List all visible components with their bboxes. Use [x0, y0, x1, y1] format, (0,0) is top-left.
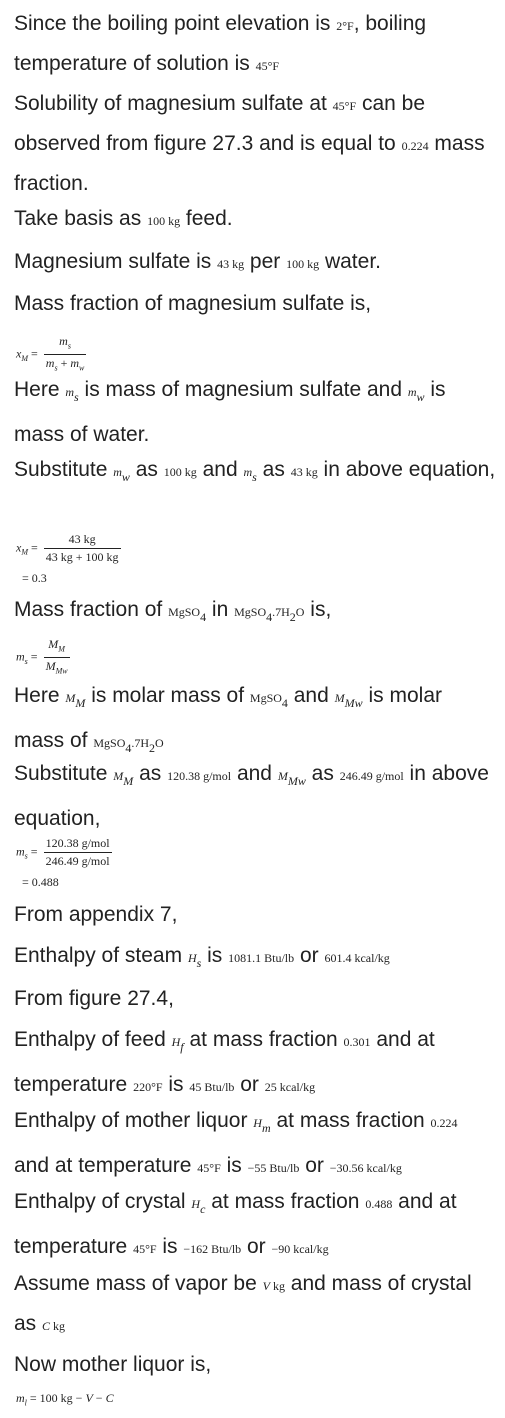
equation-mass-fraction-formula: $x_M$ = $\frac{m_s}{m_s + m_w}$	[16, 334, 86, 376]
math-value: 100 kg	[147, 214, 181, 228]
fraction: $\frac{M_M}{M_{Mw}}$	[45, 637, 68, 676]
math-value: 43 kg	[217, 257, 245, 271]
paragraph-assumption: Assume mass of vapor be V kg and mass of crystal as C kg	[14, 1272, 472, 1335]
equation-molar-mass-ratio: $m_s$ = $\frac{M_M}{M_{Mw}}$	[16, 637, 70, 679]
paragraph-magnesium-sulfate-amount: Magnesium sulfate is 43 kg per 100 kg water.	[14, 250, 381, 273]
paragraph-mother-liquor: Now mother liquor is,	[14, 1353, 212, 1376]
fraction: $\frac{43 kg}{43 kg + 100 kg}$	[45, 532, 119, 564]
fraction: $\frac{\text{120.38 g/mol}}{\text{246.49 g/mol}}$	[45, 836, 110, 868]
paragraph-enthalpy-steam: Enthalpy of steam $H_s$ is 1081.1 Btu/lb or 601.4 kcal/kg	[14, 944, 390, 971]
paragraph-boiling-temperature: Since the boiling point elevation is 2°F, boiling temperature of solution is 45°F	[14, 12, 427, 75]
equation-result: = 0.3	[22, 571, 47, 585]
math-value: 45°F	[332, 99, 357, 113]
paragraph-molar-mass-definitions: Here $M_M$ is molar mass of MgSO$_4$ and $M_{Mw}$ is molar mass of $MgSO_4.7H_2O$	[14, 684, 442, 756]
paragraph-figure-reference: From figure 27.4,	[14, 987, 174, 1010]
paragraph-mass-fraction-intro: Mass fraction of magnesium sulfate is,	[14, 292, 372, 315]
paragraph-substitute-masses: Substitute $m_w$ as 100 kg and $m_s$ as 43 kg in above equation,	[14, 458, 496, 485]
paragraph-enthalpy-feed: Enthalpy of feed $H_f$ at mass fraction 0.301 and at temperature 220°F is 45 Btu/lb or 25 kcal/kg	[14, 1028, 435, 1097]
math-value: 45°F	[255, 59, 280, 73]
paragraph-substitute-molar-masses: Substitute $M_M$ as 120.38 g/mol and $M_{Mw}$ as 246.49 g/mol in above equation,	[14, 762, 489, 831]
paragraph-enthalpy-mother-liquor: Enthalpy of mother liquor $H_m$ at mass fraction 0.224 and at temperature 45°F is −55 Btu/lb or −30.56 kcal/kg	[14, 1109, 458, 1178]
math-value: 2°F	[336, 19, 354, 33]
equation-ms-substituted: $m_s$ = $\frac{\text{120.38 g/mol}}{\text{246.49 g/mol}}$	[16, 836, 110, 868]
paragraph-appendix-reference: From appendix 7,	[14, 903, 178, 926]
math-value: 100 kg	[286, 257, 320, 271]
math-value: 0.224	[401, 139, 429, 153]
paragraph-variable-definitions: Here $m_s$ is mass of magnesium sulfate and $m_w$ is mass of water.	[14, 378, 446, 447]
equation-result: = 0.488	[22, 875, 59, 889]
equation-mother-liquor: $m_l = 100$ kg − V − C	[16, 1391, 114, 1408]
equation-mass-fraction-substituted: $x_M$ = $\frac{43 kg}{43 kg + 100 kg}$	[16, 532, 119, 564]
paragraph-basis: Take basis as 100 kg feed.	[14, 207, 233, 230]
fraction: $\frac{m_s}{m_s + m_w}$	[45, 334, 85, 373]
paragraph-solubility: Solubility of magnesium sulfate at 45°F can be observed from figure 27.3 and is equal to 0.224 mass fraction.	[14, 92, 485, 195]
paragraph-enthalpy-crystal: Enthalpy of crystal $H_c$ at mass fraction 0.488 and at temperature 45°F is −162 Btu/lb or −90 kcal/kg	[14, 1190, 457, 1259]
paragraph-mass-fraction-mgso4: Mass fraction of MgSO$_4$ in $MgSO_4.7H_2O$ is,	[14, 598, 332, 625]
